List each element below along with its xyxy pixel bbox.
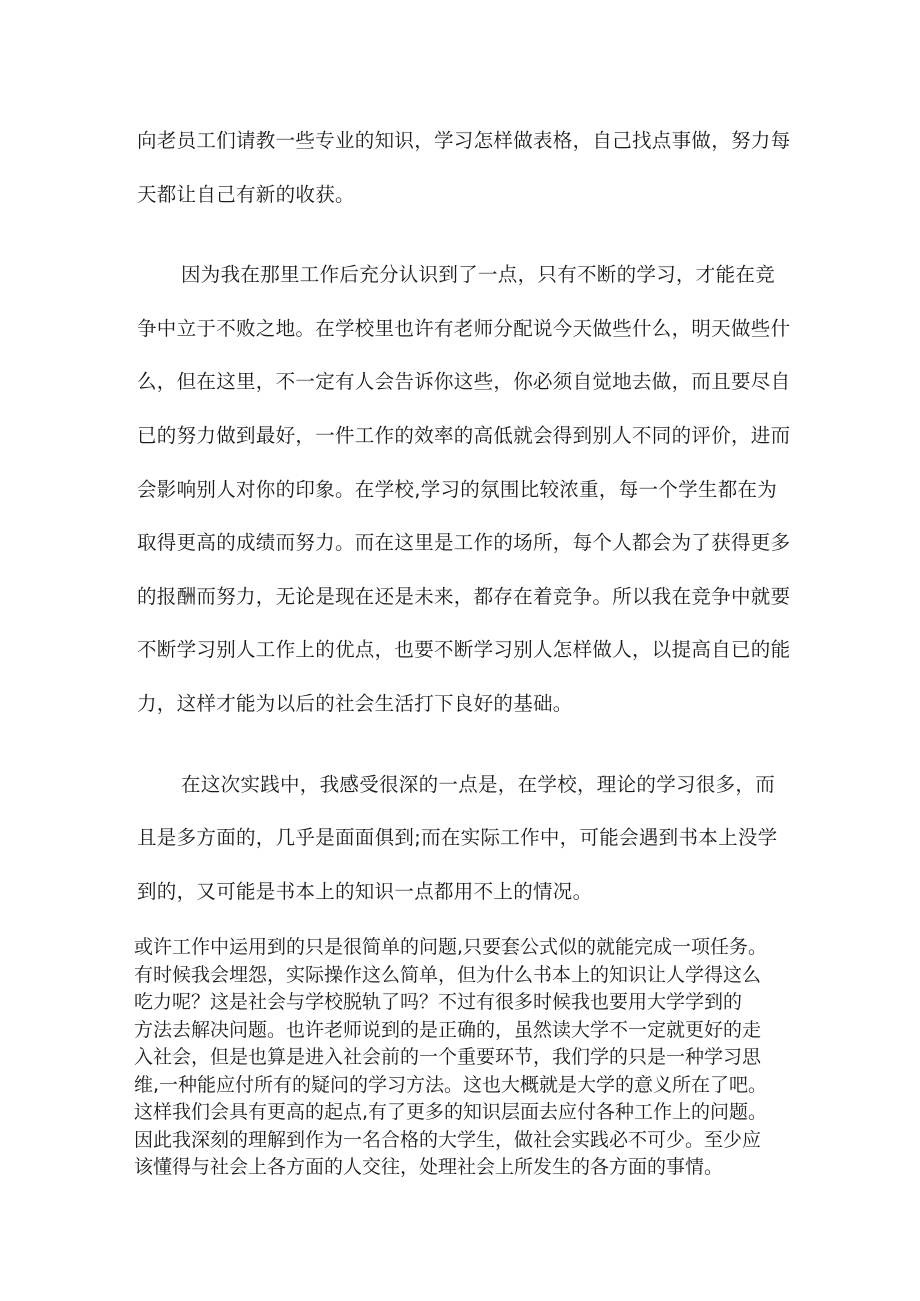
- text-line: 会影响别人对你的印象。在学校,学习的氛围比较浓重，每一个学生都在为: [137, 477, 778, 501]
- paragraph-1: [137, 121, 797, 228]
- text-line: 已的努力做到最好，一件工作的效率的高低就会得到别人不同的评价，进而: [137, 423, 791, 447]
- text-line: 吃力呢？这是社会与学校脱轨了吗？不过有很多时候我也要用大学学到的: [134, 991, 743, 1013]
- text-line: 到的，又可能是书本上的知识一点都用不上的情况。: [137, 879, 593, 903]
- text-line: 向老员工们请教一些专业的知识，学习怎样做表格，自己找点事做，努力每: [137, 129, 791, 152]
- text-line: 么，但在这里，不一定有人会告诉你这些，你必须自觉地去做，而且要尽自: [137, 370, 791, 394]
- text-line: 不断学习别人工作上的优点，也要不断学习别人怎样做人，以提高自已的能: [137, 638, 791, 662]
- text-line: 力，这样才能为以后的社会生活打下良好的基础。: [137, 691, 573, 715]
- text-line: 入社会，但是也算是进入社会前的一个重要环节，我们学的只是一种学习思: [134, 1046, 762, 1068]
- paragraph-2: [137, 255, 797, 737]
- section-single-spaced: [134, 934, 804, 1182]
- text-line: 有时候我会埋怨，实际操作这么简单，但为什么书本上的知识让人学得这么: [134, 963, 762, 986]
- text-line: 这样我们会具有更高的起点,有了更多的知识层面去应付各种工作上的问题。: [134, 1101, 768, 1123]
- paragraph-gap: [137, 228, 797, 255]
- paragraph-gap: [137, 738, 797, 765]
- text-line: 且是多方面的，几乎是面面俱到;而在实际工作中，可能会遇到书本上没学: [137, 826, 778, 850]
- text-line: 争中立于不败之地。在学校里也许有老师分配说今天做些什么，明天做些什: [137, 316, 791, 340]
- text-line: 维,一种能应付所有的疑问的学习方法。这也大概就是大学的意义所在了吧。: [134, 1073, 768, 1096]
- text-line: 因为我在那里工作后充分认识到了一点，只有不断的学习，才能在竞: [181, 263, 776, 287]
- text-line: 取得更高的成绩而努力。而在这里是工作的场所，每个人都会为了获得更多: [137, 531, 791, 555]
- text-line: 该懂得与社会上各方面的人交往，处理社会上所发生的各方面的事情。: [134, 1156, 724, 1178]
- text-line: 因此我深刻的理解到作为一名合格的大学生，做社会实践必不可少。至少应: [134, 1128, 762, 1151]
- text-line: 或许工作中运用到的只是很简单的问题,只要套公式似的就能完成一项任务。: [134, 936, 768, 958]
- text-line: 的报酬而努力，无论是现在还是未来，都存在着竞争。所以我在竞争中就要: [137, 584, 791, 608]
- text-line: 方法去解决问题。也许老师说到的是正确的，虽然读大学不一定就更好的走: [134, 1018, 762, 1041]
- section-double-spaced: [137, 121, 797, 925]
- text-line: 在这次实践中，我感受很深的一点是，在学校，理论的学习很多，而: [181, 772, 776, 796]
- paragraph-3: [137, 765, 797, 926]
- text-line: 天都让自己有新的收获。: [137, 182, 355, 206]
